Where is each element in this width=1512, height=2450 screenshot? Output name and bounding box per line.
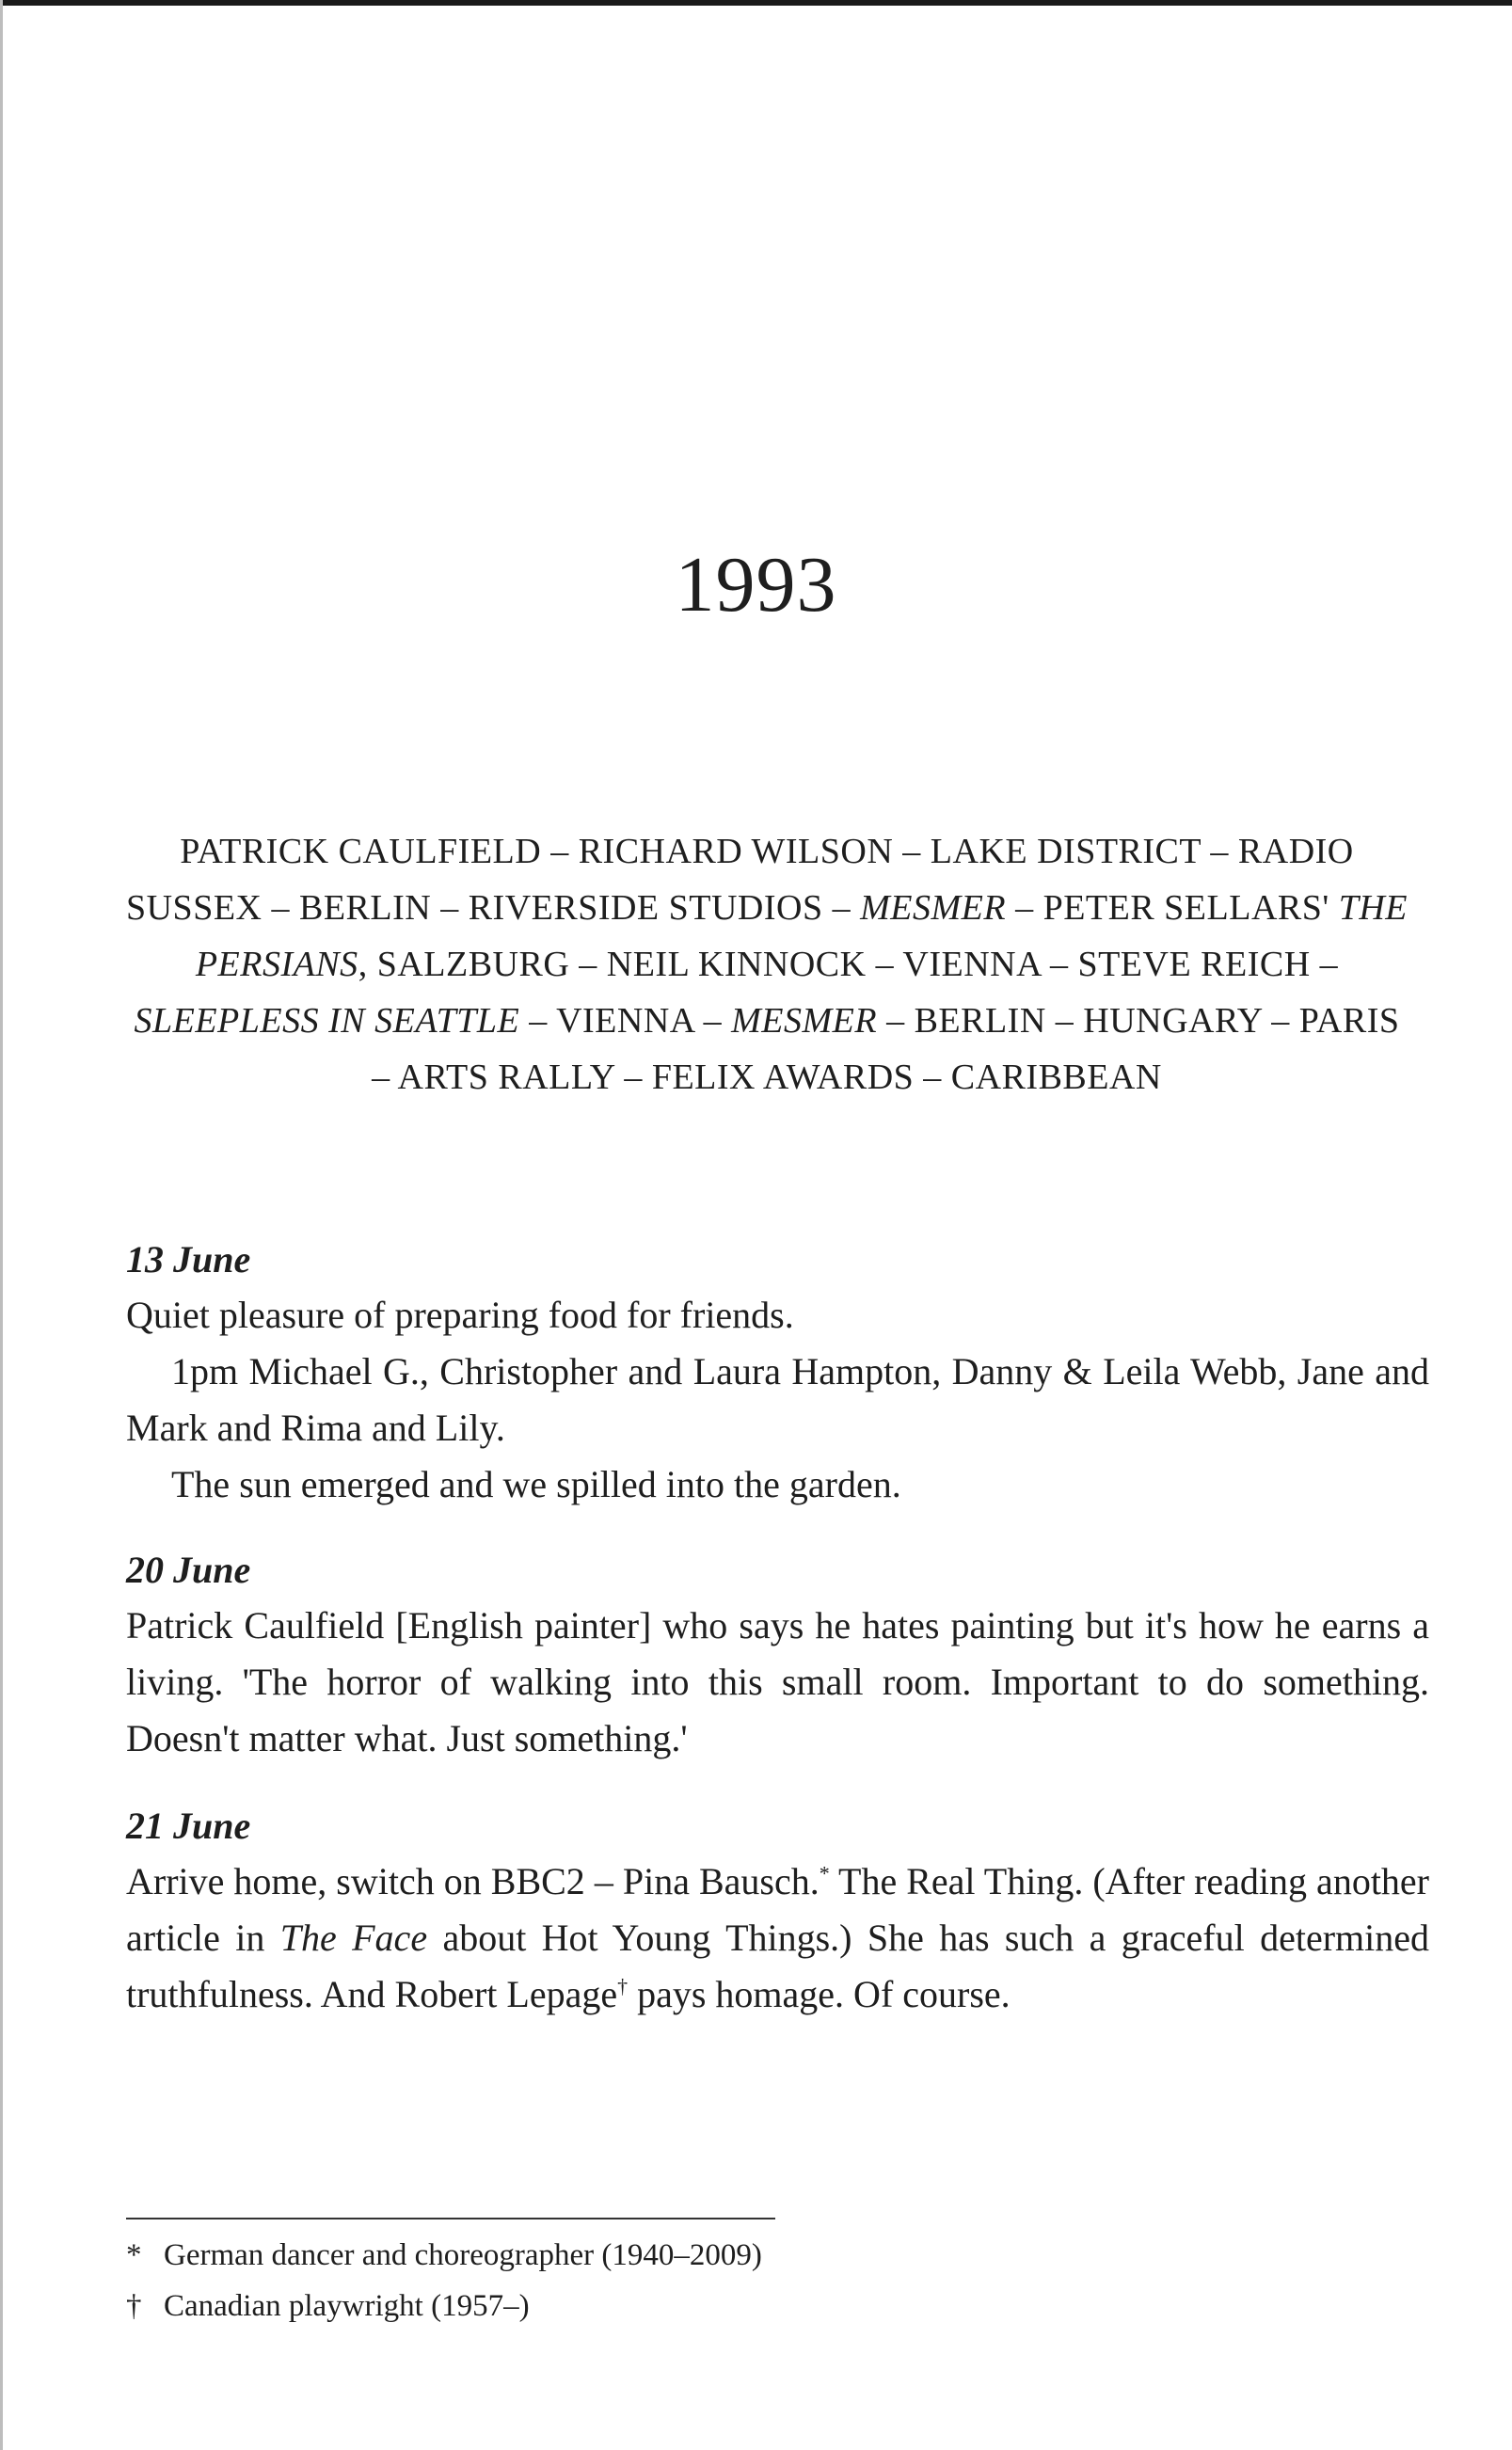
summary-text: , SALZBURG – NEIL KINNOCK – VIENNA – STEVE REICH – xyxy=(358,945,1339,984)
summary-text: PATRICK CAULFIELD – RICHARD WILSON – LAKE DISTRICT – RADIO SUSSEX – BERLIN – RIVERSIDE STUDIOS – xyxy=(125,832,1354,928)
chapter-year-heading: 1993 xyxy=(675,541,837,628)
summary-text: – PETER SELLARS' xyxy=(1006,888,1339,928)
entry-date: 20 June xyxy=(126,1549,251,1591)
summary-italic-title: SLEEPLESS IN SEATTLE xyxy=(134,1001,520,1041)
summary-italic-title: MESMER xyxy=(860,888,1007,928)
entry-text: about Hot Young Things.) She has such a graceful determined truthfulness. And Robert Lepage xyxy=(126,1917,1429,2015)
footnote-mark: † xyxy=(126,2289,142,2323)
summary-text: – VIENNA – xyxy=(519,1001,732,1041)
diary-entry xyxy=(126,1799,1429,2023)
footnote-divider xyxy=(126,2218,775,2219)
footnote-text: Canadian playwright (1957–) xyxy=(164,2289,530,2323)
page-top-edge xyxy=(0,0,1512,6)
entry-text: The Real Thing. (After reading another article in xyxy=(126,1860,1429,1959)
entry-paragraph: Patrick Caulfield [English painter] who says he hates painting but it's how he earns a living. 'The horror of walking into this small room. Important to do something. Doesn't matter what. Just something.' xyxy=(126,1604,1429,1759)
diary-entry xyxy=(126,1233,1429,1513)
entry-paragraph xyxy=(126,1853,1429,2023)
summary-italic-title: THE PERSIANS xyxy=(195,888,1409,984)
entry-paragraph: 1pm Michael G., Christopher and Laura Hampton, Danny & Leila Webb, Jane and Mark and Rima and Lily. xyxy=(126,1350,1429,1449)
page-left-edge xyxy=(0,0,3,2450)
chapter-summary xyxy=(122,823,1411,1106)
diary-entry xyxy=(126,1543,1429,1767)
footnote-text: German dancer and choreographer (1940–2009) xyxy=(164,2238,762,2272)
footnote-item xyxy=(126,2230,1349,2281)
entry-text: pays homage. Of course. xyxy=(628,1973,1011,2015)
footnote-item xyxy=(126,2281,1349,2331)
footnote-ref-star: * xyxy=(819,1861,830,1885)
footnote-ref-dagger: † xyxy=(617,1974,629,1998)
entry-text: Arrive home, switch on BBC2 – Pina Bausch. xyxy=(126,1860,820,1902)
entry-date: 21 June xyxy=(126,1805,251,1847)
footnote-mark: * xyxy=(126,2238,142,2272)
entry-date: 13 June xyxy=(126,1238,251,1281)
summary-text: – BERLIN – HUNGARY – PARIS – ARTS RALLY – FELIX AWARDS – CARIBBEAN xyxy=(372,1001,1400,1097)
entry-paragraph: The sun emerged and we spilled into the garden. xyxy=(171,1463,901,1505)
entry-paragraph: Quiet pleasure of preparing food for friends. xyxy=(126,1294,794,1336)
summary-italic-title: MESMER xyxy=(731,1001,878,1041)
footnotes xyxy=(126,2230,1349,2331)
magazine-title: The Face xyxy=(279,1917,428,1959)
